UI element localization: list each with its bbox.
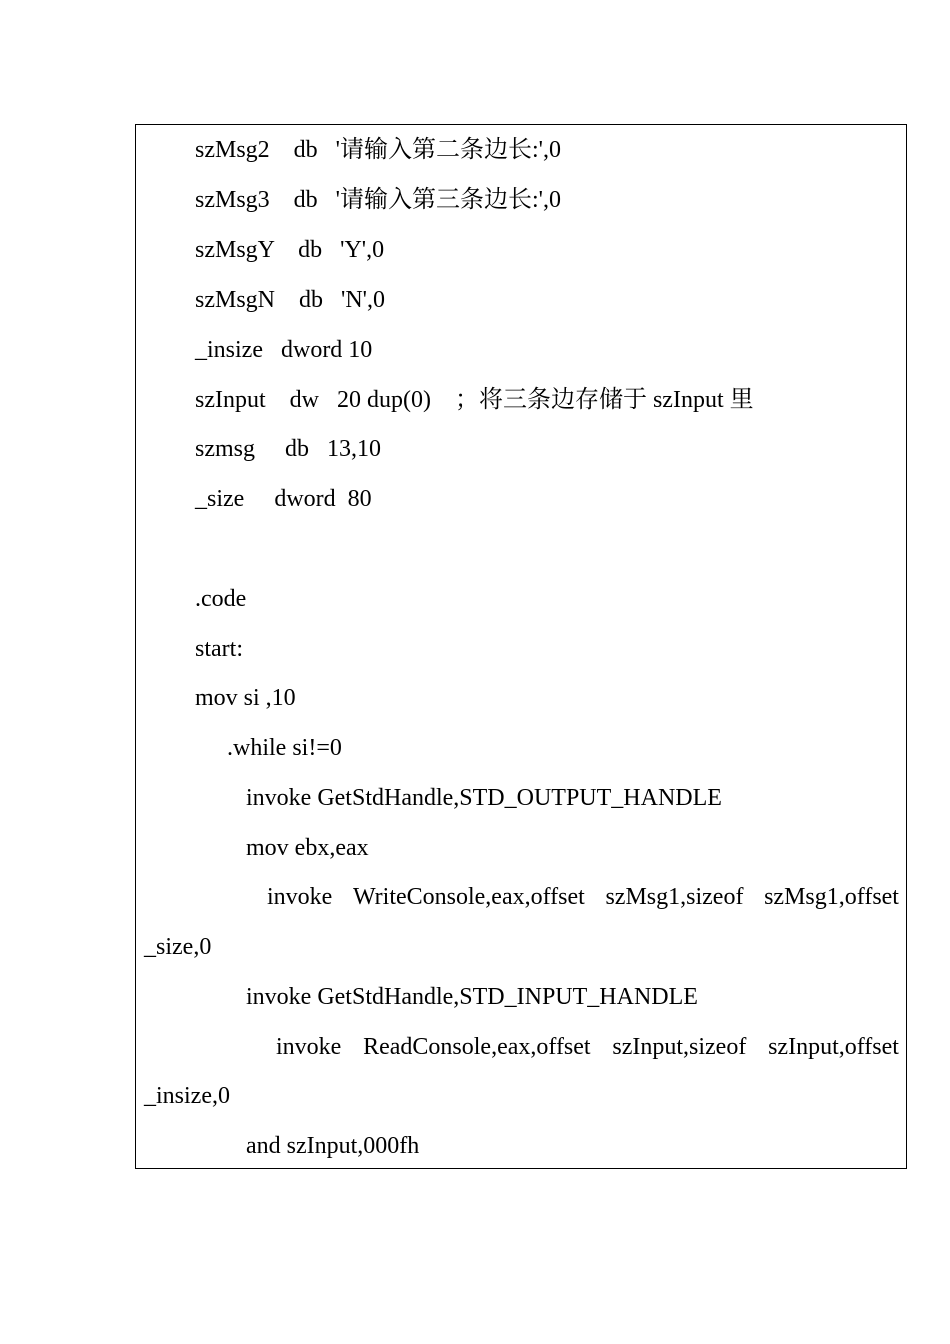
code-line-insize: _insize dword 10	[195, 337, 373, 363]
code-word: invoke	[267, 884, 333, 910]
code-line-invoke-readconsole	[276, 1032, 899, 1062]
code-line-size-continuation: _size,0	[144, 934, 212, 960]
code-line-mov-ebx: mov ebx,eax	[246, 835, 369, 861]
code-line-and-szinput: and szInput,000fh	[246, 1133, 420, 1159]
code-word: szMsg1,sizeof	[605, 884, 744, 910]
code-word: invoke	[276, 1034, 342, 1060]
code-line-insize-continuation: _insize,0	[144, 1083, 230, 1109]
code-line-start-label: start:	[195, 636, 243, 662]
code-word: szMsg1,offset	[764, 884, 899, 910]
code-word: ReadConsole,eax,offset	[363, 1034, 591, 1060]
code-line-szmsgn: szMsgN db 'N',0	[195, 287, 385, 313]
code-line-szmsgy: szMsgY db 'Y',0	[195, 237, 385, 263]
code-word: WriteConsole,eax,offset	[352, 884, 585, 910]
code-line-invoke-writeconsole	[267, 882, 899, 912]
code-line-szmsg2: szMsg2 db '请输入第二条边长:',0	[195, 137, 561, 163]
code-line-invoke-getstdhandle-input: invoke GetStdHandle,STD_INPUT_HANDLE	[246, 984, 698, 1010]
code-line-szinput: szInput dw 20 dup(0) ；将三条边存储于 szInput 里	[195, 387, 754, 413]
code-word: szInput,offset	[768, 1034, 899, 1060]
code-line-while: .while si!=0	[227, 735, 342, 761]
code-listing-box	[135, 124, 907, 1169]
code-line-code-directive: .code	[195, 586, 247, 612]
code-line-szmsg: szmsg db 13,10	[195, 436, 381, 462]
code-line-size: _size dword 80	[195, 486, 372, 512]
code-word: szInput,sizeof	[612, 1034, 747, 1060]
code-line-mov-si: mov si ,10	[195, 685, 296, 711]
code-line-szmsg3: szMsg3 db '请输入第三条边长:',0	[195, 187, 561, 213]
code-line-invoke-getstdhandle-output: invoke GetStdHandle,STD_OUTPUT_HANDLE	[246, 785, 722, 811]
